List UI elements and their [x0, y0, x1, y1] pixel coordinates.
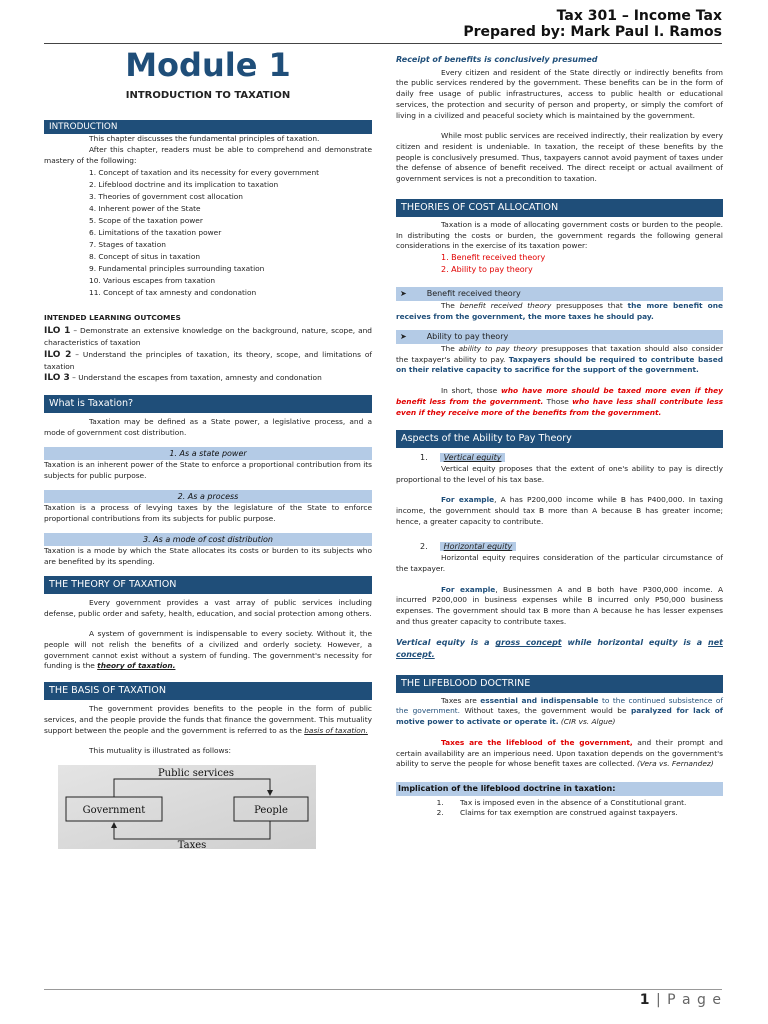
cost-allocation-heading: THEORIES OF COST ALLOCATION	[396, 199, 723, 217]
process-paragraph: Taxation is a process of levying taxes by the legislature of the State to enforce proportional contributions from its subjects for public purpose.	[44, 503, 372, 524]
page-footer: 1 | P a g e	[639, 992, 722, 1008]
state-power-subheading: 1. As a state power	[44, 447, 372, 461]
ilo-item: ILO 3 – Understand the escapes from taxation, amnesty and condonation	[44, 373, 322, 384]
horizontal-equity-heading: 2. Horizontal equity	[396, 541, 723, 553]
implication-heading: Implication of the lifeblood doctrine in taxation:	[396, 782, 723, 796]
what-is-taxation-heading: What is Taxation?	[44, 395, 372, 413]
illustration-intro: This mutuality is illustrated as follows:	[89, 746, 231, 756]
module-subtitle: INTRODUCTION TO TAXATION	[125, 90, 291, 102]
benefit-theory-paragraph: The benefit received theory presupposes that the more benefit one receives from the government, the more taxes he should pay.	[396, 300, 723, 321]
people-label: People	[254, 805, 288, 817]
list-item: 1. Benefit received theory	[441, 253, 546, 263]
list-item: 2. Ability to pay theory	[441, 264, 533, 274]
list-item: 4. Inherent power of the State	[89, 204, 201, 214]
lifeblood-paragraph: Taxes are essential and indispensable to the continued subsistence of the government. Without taxes, the government would be paralyzed for lack of motive power to activate or operate it. (CIR vs. Algue)	[396, 695, 723, 727]
lifeblood-paragraph: Taxes are the lifeblood of the government, and their prompt and certain availability are an imperious need. Upon taxation depends on the government's ability to serve the people for whose benefit taxes are collected. (Vera vs. Fernandez)	[396, 737, 723, 769]
horizontal-example: For example, Businessmen A and B both have P300,000 income. A incurred P200,000 in business expenses while B incurred only P50,000 business expenses. The government should tax B more than A because he has lesser expenses and thus greater capacity to contribute taxes.	[396, 584, 723, 626]
receipt-paragraph: Every citizen and resident of the State directly or indirectly benefits from the public services rendered by the government. These benefits can be in the form of daily free usage of public infrastructures, access to public health or educational services, the protection and security of person and property, or simply the comfort of living in a civilized and peaceful society which is maintained by the government.	[396, 67, 723, 120]
introduction-heading: INTRODUCTION	[44, 120, 372, 135]
vertical-example: For example, A has P200,000 income while B has P400,000. In taxing income, the government should tax B more than A because B has greater income; hence, a greater capacity to contribute.	[396, 495, 723, 526]
state-power-paragraph: Taxation is an inherent power of the State to enforce a proportional contribution from its subjects for public purpose.	[44, 460, 372, 481]
right-column	[396, 54, 723, 819]
receipt-paragraph: While most public services are received indirectly, their realization by every citizen and resident is undeniable. In taxation, the receipt of these benefits by the people is conclusively presumed. Thus, taxpayers cannot avoid payment of taxes under the defense of absence of benefit received. The direct receipt or actual availment of government services is not a precondition to taxation.	[396, 131, 723, 184]
equity-summary: Vertical equity is a gross concept while horizontal equity is a net concept.	[396, 638, 723, 660]
cost-distribution-paragraph: Taxation is a mode by which the State allocates its costs or burden to its subjects who are benefited by its spending.	[44, 546, 372, 567]
theory-paragraph: Every government provides a vast array of public services including defense, public order and safety, health, education, and social protection among others.	[44, 597, 372, 618]
list-item: 2. Claims for tax exemption are construed against taxpayers.	[446, 808, 723, 819]
page-label: P a g e	[667, 992, 722, 1008]
intro-paragraph: This chapter discusses the fundamental principles of taxation.	[89, 134, 320, 144]
left-column	[44, 46, 372, 853]
cost-allocation-paragraph: Taxation is a mode of allocating government costs or burden to the people. In distributing the costs or burden, the government regards the following general considerations in the exercise of its taxation power:	[396, 219, 723, 251]
list-item: 9. Fundamental principles surrounding taxation	[89, 264, 265, 274]
mutuality-diagram	[58, 765, 316, 849]
ilo-item: ILO 2 – Understand the principles of taxation, its theory, scope, and limitations of taxation	[44, 349, 372, 371]
definition-paragraph: Taxation may be defined as a State power, a legislative process, and a mode of government cost distribution.	[44, 417, 372, 437]
horizontal-equity-paragraph: Horizontal equity requires consideration of the particular circumstance of the taxpayer.	[396, 553, 723, 573]
module-title: Module 1	[125, 46, 291, 84]
list-item: 1. Tax is imposed even in the absence of a Constitutional grant.	[446, 798, 723, 809]
page-header	[463, 8, 722, 40]
list-item: 5. Scope of the taxation power	[89, 216, 203, 226]
list-item: 6. Limitations of the taxation power	[89, 228, 222, 238]
intro-paragraph: After this chapter, readers must be able to comprehend and demonstrate mastery of the following:	[44, 145, 372, 165]
theory-heading: THE THEORY OF TAXATION	[44, 576, 372, 594]
basis-paragraph: The government provides benefits to the people in the form of public services, and the people provide the funds that finance the government. This mutuality support between the people and the government is referred to as the basis of taxation.	[44, 704, 372, 735]
theory-list	[396, 252, 723, 275]
arrow-bullet-icon: ➤	[400, 289, 407, 299]
ilo-item: ILO 1 – Demonstrate an extensive knowledge on the background, nature, scope, and characteristics of taxation	[44, 325, 372, 347]
list-item: 11. Concept of tax amnesty and condonation	[89, 288, 257, 298]
taxes-label: Taxes	[177, 840, 207, 850]
receipt-title: Receipt of benefits is conclusively presumed	[396, 55, 598, 64]
list-item: 10. Various escapes from taxation	[89, 276, 216, 286]
course-title: Tax 301 – Income Tax	[556, 8, 722, 24]
vertical-equity-paragraph: Vertical equity proposes that the extent of one's ability to pay is directly proportional to the level of his tax base.	[396, 463, 723, 484]
topic-list	[44, 168, 372, 299]
footer-rule	[44, 989, 722, 990]
ilo-heading: INTENDED LEARNING OUTCOMES	[44, 312, 181, 322]
list-item: 1. Concept of taxation and its necessity for every government	[89, 167, 320, 177]
ability-theory-paragraph: The ability to pay theory presupposes that taxation should also consider the taxpayer's ability to pay. Taxpayers should be required to contribute based on their relative capacity to sacrifice for the support of the government.	[396, 343, 724, 375]
ability-theory-heading: ➤ Ability to pay theory	[396, 330, 723, 344]
list-item: 7. Stages of taxation	[89, 240, 166, 250]
public-services-label: Public services	[157, 768, 235, 780]
implication-list	[396, 798, 723, 819]
lifeblood-heading: THE LIFEBLOOD DOCTRINE	[396, 675, 723, 693]
government-label: Government	[82, 805, 146, 817]
list-item: 3. Theories of government cost allocation	[89, 192, 243, 201]
list-item: 2. Lifeblood doctrine and its implication to taxation	[89, 179, 279, 189]
list-item: 8. Concept of situs in taxation	[89, 252, 201, 262]
benefit-theory-heading: ➤ Benefit received theory	[396, 287, 723, 301]
vertical-equity-heading: 1. Vertical equity	[396, 452, 723, 464]
author-line: Prepared by: Mark Paul I. Ramos	[463, 24, 722, 41]
aspects-heading: Aspects of the Ability to Pay Theory	[396, 430, 723, 448]
cost-distribution-subheading: 3. As a mode of cost distribution	[44, 533, 372, 547]
arrow-bullet-icon: ➤	[400, 332, 407, 342]
header-rule	[44, 43, 722, 44]
summary-paragraph: In short, those who have more should be taxed more even if they benefit less from the government. Those who have less shall contribute less even if they receive more of the benefits from the government.	[396, 386, 723, 417]
basis-heading: THE BASIS OF TAXATION	[44, 682, 372, 700]
page-number: 1	[639, 992, 651, 1008]
process-subheading: 2. As a process	[44, 490, 372, 504]
theory-paragraph: A system of government is indispensable to every society. Without it, the people will not relish the benefits of a civilized and orderly society. However, a government cannot exist without a system of funding. The government's necessity for funding is the theory of taxation.	[44, 629, 372, 671]
